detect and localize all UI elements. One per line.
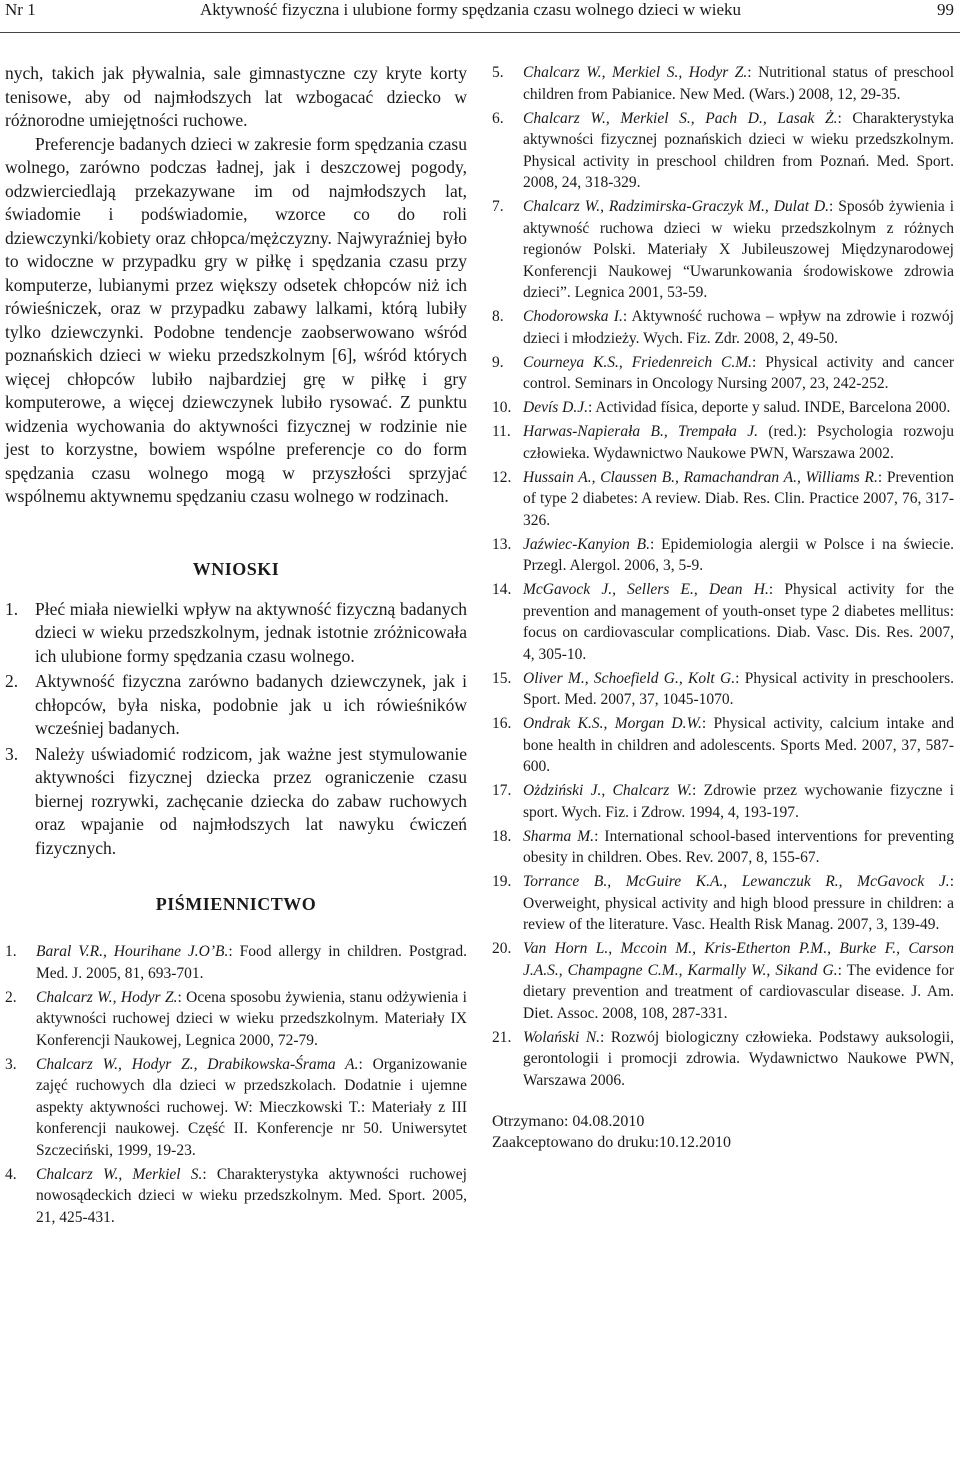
reference-authors: Sharma M. (523, 827, 595, 845)
reference-authors: Courneya K.S., Friedenreich C.M. (523, 353, 753, 371)
right-column (492, 62, 954, 1153)
reference-number: 17. (492, 782, 512, 799)
reference-number: 5. (492, 64, 504, 81)
reference-number: 3. (5, 1055, 17, 1073)
reference-item (492, 62, 954, 105)
reference-item (492, 108, 954, 194)
conclusions-list (5, 598, 467, 861)
reference-item (492, 352, 954, 395)
accepted-date: Zaakceptowano do druku:10.12.2010 (492, 1134, 732, 1151)
body-paragraph-2: Preferencje badanych dzieci w zakresie form spędzania czasu wolnego, zarówno podczas ładnej, jak i deszczowej pogody, odzwierciedlają przekazywane im od najmłodszych lat, świadomie i podświadomie, wzorce co do roli dziewczynki/kobiety oraz chłopca/mężczyzny. Najwyraźniej było to widoczne w przypadku gry w piłkę i spędzania czasu przy komputerze, lubianymi przez większy odsetek chłopców niż ich rówieśniczek, oraz w przypadku zabawy lalkami, którą lubiły tylko dziewczynki. Podobne tendencje zaobserwowano wśród poznańskich dzieci w wieku przedszkolnym [6], wśród których więcej chłopców lubiło najbardziej grę w piłkę i gry komputerowe, a więcej dziewczynek lubiło rysować. Z punktu widzenia wychowania do aktywności fizycznej w rodzinie nie jest to korzystne, bowiem wspólne preferencje co do form spędzania czasu wolnego mogą w przyszłości sprzyjać wspólnemu aktywnemu spędzaniu czasu wolnego w rodzinach. (5, 133, 467, 506)
reference-number: 2. (5, 988, 17, 1006)
reference-item (492, 534, 954, 577)
reference-text: : Sposób żywienia i aktywność ruchowa dzieci w wieku przedszkolnym z różnych regionów Polski. Materiały X Jubileuszowej Międzynarodowej Konferencji Naukowej “Uwarunkowania środowiskowe zdrowia dzieci”. Legnica 2001, 53-59. (523, 198, 955, 301)
reference-number: 6. (492, 109, 504, 127)
reference-number: 20. (492, 940, 512, 957)
reference-text: : Organizowanie zajęć ruchowych dla dzieci w przedszkolach. Dodatnie i ujemne aspekty aktywności ruchowej. W: Mieczkowski T.: Materiały z III konferencji naukowej. Część II. Konferencje nr 50. Uniwersytet Szczeciński, 1999, 19-23. (36, 1055, 467, 1159)
reference-text: : Rozwój biologiczny człowieka. Podstawy auksologii, gerontologii i promocji zdrowia. Wydawnictwo Naukowe PWN, Warszawa 2006. (523, 1028, 954, 1089)
reference-item (492, 780, 954, 823)
reference-authors: Van Horn L., Mccoin M., Kris-Etherton P.M., Burke F., Carson J.A.S., Champagne C.M., Karmally W., Sikand G. (523, 940, 954, 979)
reference-authors: Chalcarz W., Hodyr Z. (36, 988, 178, 1006)
left-column (5, 62, 467, 1231)
reference-number: 12. (492, 468, 512, 486)
reference-item (492, 196, 954, 304)
reference-item (492, 1027, 954, 1092)
reference-text: : Actividad física, deporte y salud. INDE, Barcelona 2000. (588, 399, 951, 416)
reference-number: 7. (492, 198, 504, 215)
reference-number: 4. (5, 1165, 17, 1183)
reference-item (492, 421, 954, 464)
reference-number: 8. (492, 308, 504, 325)
references-heading: PIŚMIENNICTWO (155, 894, 317, 914)
conclusion-item (5, 598, 467, 669)
reference-text: : International school-based interventions for preventing obesity in children. Obes. Rev. 2007, 8, 155-67. (523, 827, 954, 866)
reference-number: 15. (492, 669, 512, 687)
reference-text: : Zdrowie przez wychowanie fizyczne i sport. Wych. Fiz. i Zdrow. 1994, 4, 193-197. (523, 782, 954, 821)
received-date: Otrzymano: 04.08.2010 (492, 1113, 645, 1130)
reference-text: : Charakterystyka aktywności ruchowej nowosądeckich dzieci w wieku przedszkolnym. Med. Sport. 2005, 21, 425-431. (36, 1165, 467, 1226)
conclusion-text: Płeć miała niewielki wpływ na aktywność fizyczną badanych dzieci w wieku przedszkolnym, jednak istotnie zróżnicowała ich ulubione formy spędzania czasu wolnego. (35, 598, 467, 666)
reference-text: : Food allergy in children. Postgrad. Med. J. 2005, 81, 693-701. (36, 943, 467, 982)
conclusion-number: 1. (5, 598, 19, 619)
reference-item (492, 579, 954, 665)
conclusion-number: 2. (5, 671, 19, 691)
reference-authors: McGavock J., Sellers E., Dean H. (523, 581, 769, 598)
reference-text: : Physical activity for the prevention and management of youth-onset type 2 diabetes mellitus: focus on cardiovascular complications. Diab. Vasc. Dis. Res. 2007, 4, 305-10. (523, 581, 954, 663)
reference-item (5, 1164, 467, 1229)
reference-item (492, 713, 954, 778)
conclusion-number: 3. (5, 743, 19, 764)
reference-text: : The evidence for dietary prevention and treatment of cardiovascular disease. J. Am. Diet. Assoc. 2008, 108, 287-331. (523, 961, 954, 1022)
conclusions-heading: WNIOSKI (192, 558, 280, 579)
reference-authors: Torrance B., McGuire K.A., Lewanczuk R., McGavock J. (523, 873, 950, 890)
reference-text: (red.): Psychologia rozwoju człowieka. Wydawnictwo Naukowe PWN, Warszawa 2002. (523, 423, 954, 462)
reference-number: 14. (492, 581, 512, 598)
references-list-left (5, 941, 467, 1228)
reference-number: 10. (492, 399, 512, 416)
reference-authors: Ożdziński J., Chalcarz W. (523, 782, 693, 799)
reference-number: 18. (492, 827, 512, 845)
issue-number: Nr 1 (5, 0, 36, 19)
reference-authors: Harwas-Napierała B., Trempała J. (523, 423, 759, 440)
reference-authors: Chalcarz W., Hodyr Z., Drabikowska-Śrama A. (36, 1055, 359, 1073)
reference-text: : Epidemiologia alergii w Polsce i na świecie. Przegl. Alergol. 2006, 3, 5-9. (523, 535, 954, 574)
reference-item (5, 987, 467, 1052)
reference-number: 13. (492, 535, 512, 553)
reference-item (492, 306, 954, 349)
reference-item (5, 941, 467, 984)
reference-text: : Physical activity, calcium intake and bone health in children and adolescents. Sports Med. 2007, 37, 587-600. (523, 715, 954, 775)
article-dates (492, 1111, 954, 1153)
reference-authors: Hussain A., Claussen B., Ramachandran A., Williams R. (523, 468, 878, 486)
reference-item (492, 467, 954, 532)
conclusion-text: Należy uświadomić rodzicom, jak ważne jest stymulowanie aktywności fizycznej dziecka przez ograniczenie czasu biernej rozrywki, zachęcanie dziecka do zabaw ruchowych oraz wpajanie od najmłodszych lat nawyku ćwiczeń fizycznych. (35, 743, 467, 858)
reference-authors: Wolański N. (523, 1028, 601, 1046)
reference-authors: Ondrak K.S., Morgan D.W. (523, 715, 702, 732)
reference-number: 21. (492, 1028, 512, 1046)
reference-number: 9. (492, 353, 504, 371)
reference-item (492, 938, 954, 1024)
reference-item (492, 826, 954, 869)
reference-authors: Chalcarz W., Merkiel S., Pach D., Lasak Ż. (523, 109, 838, 127)
reference-item (492, 397, 954, 419)
reference-authors: Chalcarz W., Radzimirska-Graczyk M., Dulat D. (523, 198, 830, 215)
reference-authors: Jaźwiec-Kanyion B. (523, 535, 650, 553)
reference-text: : Nutritional status of preschool children from Pabianice. New Med. (Wars.) 2008, 12, 29-35. (523, 64, 954, 103)
reference-authors: Oliver M., Schoefield G., Kolt G. (523, 669, 736, 687)
reference-text: : Overweight, physical activity and high blood pressure in children: a review of the literature. Vasc. Health Risk Manag. 2007, 3, 139-49. (523, 873, 954, 933)
reference-authors: Chalcarz W., Merkiel S., Hodyr Z. (523, 64, 748, 81)
conclusion-text: Aktywność fizyczna zarówno badanych dziewczynek, jak i chłopców, była niska, podobnie jak u ich rówieśników wcześniej badanych. (35, 671, 467, 738)
reference-authors: Chodorowska I. (523, 308, 623, 325)
reference-authors: Chalcarz W., Merkiel S. (36, 1165, 203, 1183)
running-title: Aktywność fizyczna i ulubione formy spędzania czasu wolnego dzieci w wieku (200, 0, 741, 19)
header-rule (0, 32, 960, 33)
conclusion-item (5, 743, 467, 861)
body-paragraph-1: nych, takich jak pływalnia, sale gimnastyczne czy kryte korty tenisowe, aby od najmłodszych lat wzbogacać dziecko w różnorodne umiejętności ruchowe. (5, 63, 467, 130)
reference-number: 19. (492, 873, 512, 890)
page-number: 99 (937, 0, 954, 19)
reference-text: : Ocena sposobu żywienia, stanu odżywienia i aktywności ruchowej dzieci w wieku przedszkolnym. Materiały IX Konferencji Naukowej, Legnica 2000, 72-79. (36, 988, 467, 1049)
running-header (0, 0, 960, 32)
reference-number: 11. (492, 423, 511, 440)
reference-text: : Aktywność ruchowa – wpływ na zdrowie i rozwój dzieci i młodzieży. Wych. Fiz. Zdr. 2008, 2, 49-50. (523, 308, 954, 347)
references-list-right (492, 62, 954, 1091)
reference-text: : Prevention of type 2 diabetes: A review. Diab. Res. Clin. Practice 2007, 76, 317-326. (523, 468, 955, 529)
reference-text: : Charakterystyka aktywności fizycznej poznańskich dzieci w wieku przedszkolnym. Physical activity in preschool children from Poznań. Med. Sport. 2008, 24, 318-329. (523, 109, 954, 191)
reference-text: : Physical activity and cancer control. Seminars in Oncology Nursing 2007, 23, 242-252. (523, 353, 954, 392)
reference-item (492, 668, 954, 711)
conclusion-item (5, 670, 467, 741)
reference-authors: Devís D.J. (523, 399, 588, 416)
reference-authors: Baral V.R., Hourihane J.O’B. (36, 943, 229, 960)
reference-number: 16. (492, 715, 512, 732)
reference-item (492, 871, 954, 936)
reference-number: 1. (5, 943, 17, 960)
reference-text: : Physical activity in preschoolers. Sport. Med. 2007, 37, 1045-1070. (523, 669, 954, 708)
reference-item (5, 1054, 467, 1162)
